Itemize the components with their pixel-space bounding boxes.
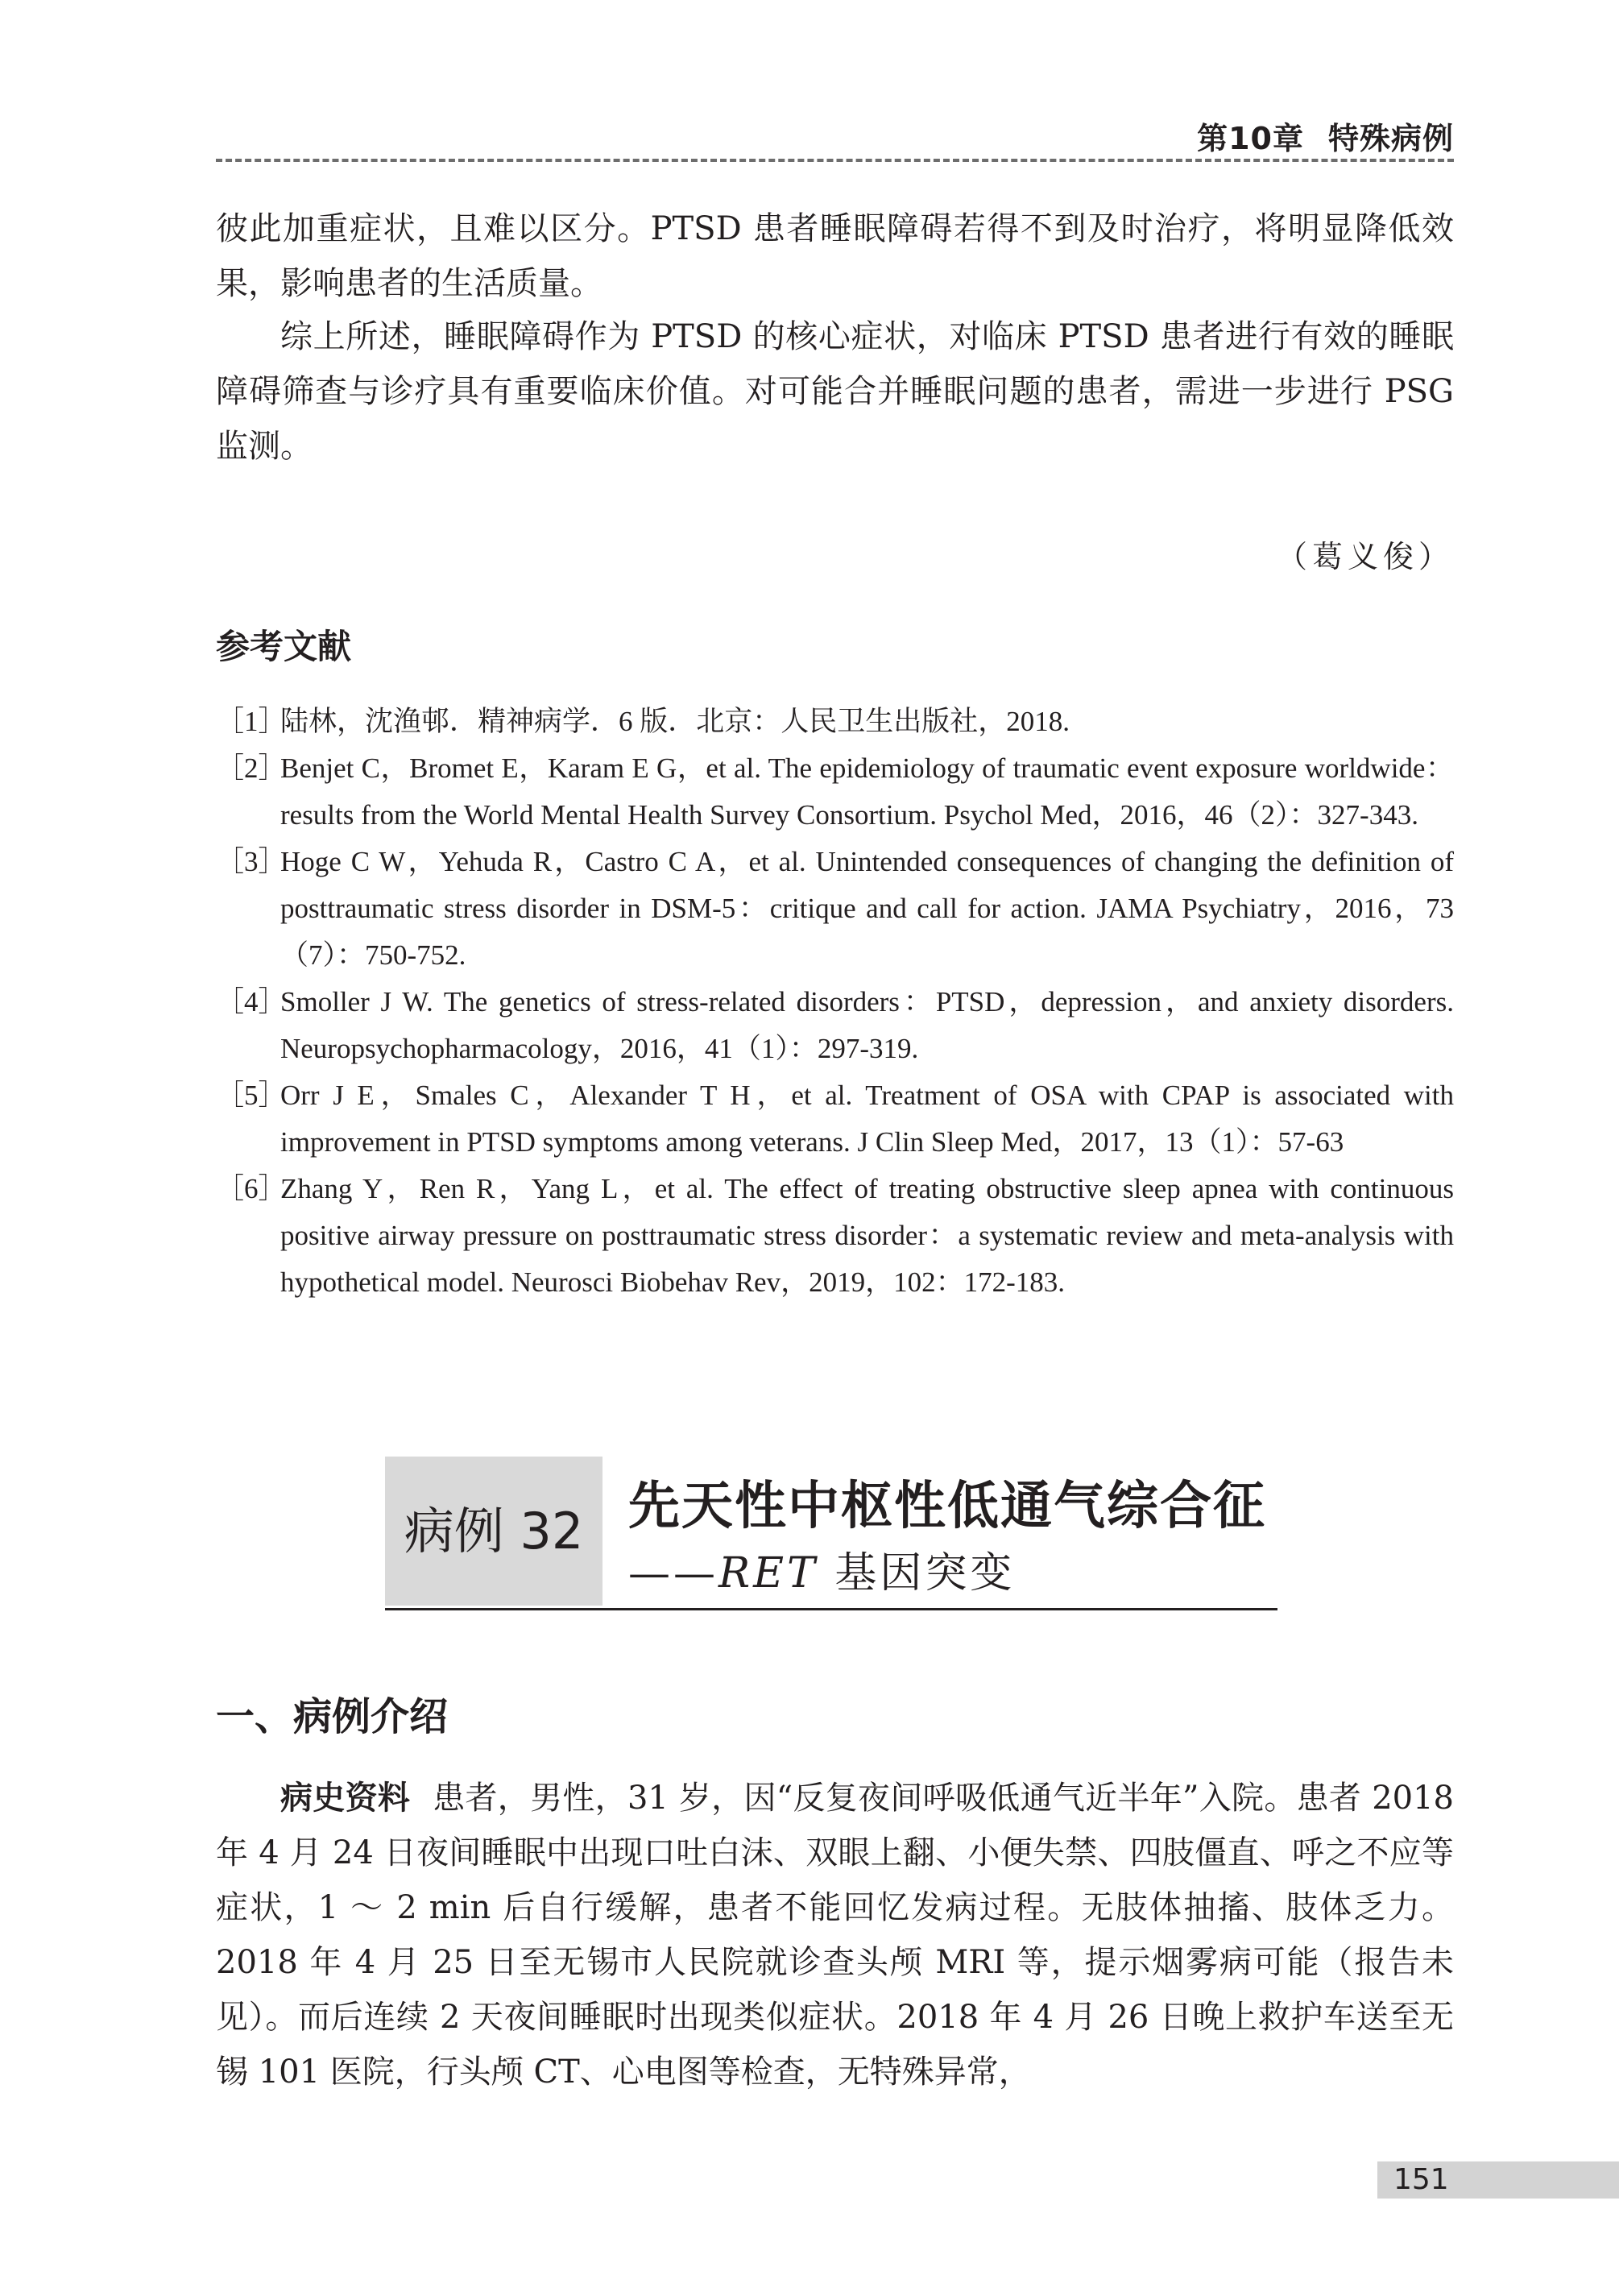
- chapter-title: 特殊病例: [1327, 121, 1454, 156]
- case-subtitle: [628, 1539, 1015, 1599]
- reference-item: [216, 745, 1454, 839]
- case-number-label: 病例 32: [385, 1457, 602, 1606]
- reference-item: [216, 979, 1454, 1072]
- reference-text: Orr J E，Smales C，Alexander T H，et al. Treatment of OSA with CPAP is associated with improvement in PTSD symptoms among veterans. J Clin Sleep Med，2017，13（1）：57-63: [280, 1080, 1454, 1158]
- history-text: 患者，男性，31 岁，因“反复夜间呼吸低通气近半年”入院。患者 2018 年 4 月 24 日夜间睡眠中出现口吐白沫、双眼上翻、小便失禁、四肢僵直、呼之不应等症状，1 ～ 2 min 后自行缓解，患者不能回忆发病过程。无肢体抽搐、肢体乏力。2018 年 4 月 25 日至无锡市人民院就诊查头颅 MRI 等，提示烟雾病可能（报告未见）。而后连续 2 天夜间睡眠时出现类似症状。2018 年 4 月 26 日晚上救护车送至无锡 101 医院，行头颅 CT、心电图等检查，无特殊异常，: [216, 1780, 1455, 2091]
- page-number-bar: [1377, 2161, 1619, 2199]
- subtitle-gene: RET: [718, 1549, 818, 1598]
- case-title: 先天性中枢性低通气综合征: [628, 1477, 1266, 1536]
- reference-text: Hoge C W，Yehuda R，Castro C A，et al. Unintended consequences of changing the definition of posttraumatic stress disorder in DSM-5：critique and call for action. JAMA Psychiatry，2016，73（7）：750-752.: [280, 846, 1454, 971]
- reference-item: [216, 839, 1454, 979]
- reference-number: ［4］: [216, 986, 287, 1017]
- section-heading: 一、病例介绍: [216, 1694, 449, 1739]
- history-lead-label: 病史资料: [280, 1780, 411, 1817]
- reference-item: [216, 1072, 1454, 1166]
- author-credit: （葛义俊）: [1276, 539, 1454, 574]
- reference-number: ［3］: [216, 846, 287, 877]
- header-text: [1197, 114, 1454, 158]
- reference-item: [216, 1166, 1454, 1306]
- reference-list: [216, 698, 1454, 1306]
- reference-text: Zhang Y，Ren R，Yang L，et al. The effect of treating obstructive sleep apnea with continuous positive airway pressure on posttraumatic stress disorder：a systematic review and meta-analysis with hypothetical model. Neurosci Biobehav Rev，2019，102：172-183.: [280, 1173, 1454, 1298]
- running-header: [216, 109, 1454, 162]
- reference-number: ［1］: [216, 706, 287, 737]
- paragraph-continuation: 彼此加重症状，且难以区分。PTSD 患者睡眠障碍若得不到及时治疗，将明显降低效果，影响患者的生活质量。: [216, 210, 1454, 302]
- case-heading-box: [385, 1457, 1277, 1610]
- chapter-number: 第10章: [1197, 121, 1304, 156]
- page-number: 151: [1393, 2163, 1449, 2196]
- reference-text: Benjet C，Bromet E，Karam E G，et al. The epidemiology of traumatic event exposure worldwide：results from the World Mental Health Survey Consortium. Psychol Med，2016，46（2）：327-343.: [280, 752, 1454, 831]
- reference-text: Smoller J W. The genetics of stress-related disorders：PTSD，depression，and anxiety disorders. Neuropsychopharmacology，2016，41（1）：297-319.: [280, 986, 1454, 1064]
- reference-text: 陆林，沈渔邨．精神病学．6 版．北京：人民卫生出版社，2018.: [280, 706, 1070, 737]
- paragraph-summary: 综上所述，睡眠障碍作为 PTSD 的核心症状，对临床 PTSD 患者进行有效的睡眠障碍筛查与诊疗具有重要临床价值。对可能合并睡眠问题的患者，需进一步进行 PSG 监测。: [216, 318, 1454, 465]
- subtitle-rest: 基因突变: [818, 1549, 1016, 1598]
- reference-item: [216, 698, 1454, 745]
- case-history-paragraph: [216, 1771, 1454, 2099]
- subtitle-dash: ——: [628, 1549, 718, 1598]
- reference-number: ［6］: [216, 1173, 287, 1204]
- reference-number: ［2］: [216, 752, 287, 784]
- references-heading: 参考文献: [216, 627, 352, 666]
- reference-number: ［5］: [216, 1080, 287, 1111]
